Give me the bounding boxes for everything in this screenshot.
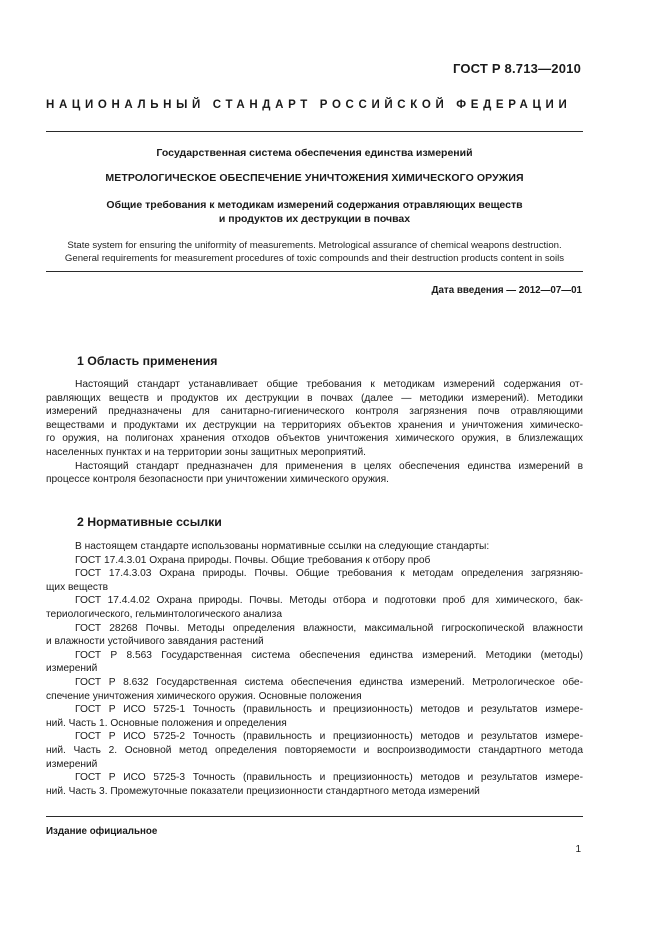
reference-line: ний. Часть 1. Основные положения и определения bbox=[46, 717, 287, 729]
reference-line: спечение уничтожения химического оружия. Основные положения bbox=[46, 690, 362, 702]
text-line: процессе контроля безопасности при уничтожении химического оружия. bbox=[46, 474, 389, 486]
reference-line: ГОСТ 17.4.3.01 Охрана природы. Почвы. Общие требования к отбору проб bbox=[75, 554, 431, 566]
english-title bbox=[46, 239, 583, 265]
main-title: МЕТРОЛОГИЧЕСКОЕ ОБЕСПЕЧЕНИЕ УНИЧТОЖЕНИЯ ХИМИЧЕСКОГО ОРУЖИЯ bbox=[105, 172, 524, 184]
section-2-body bbox=[46, 540, 583, 798]
text-line: измерений предназначены для санитарно-гигиенического контроля загрязнения почв отравляющими bbox=[46, 406, 583, 418]
reference-line: ГОСТ Р ИСО 5725-1 Точность (правильность и прецизионность) методов и результатов измере- bbox=[75, 704, 583, 716]
text-line: В настоящем стандарте использованы нормативные ссылки на следующие стандарты: bbox=[75, 541, 490, 552]
header-divider bbox=[46, 131, 583, 132]
reference-line: ГОСТ Р 8.632 Государственная система обеспечения единства измерений. Метрологическое обе- bbox=[75, 676, 583, 688]
introduction-date: Дата введения — 2012—07—01 bbox=[431, 285, 582, 296]
reference-line: измерений bbox=[46, 663, 98, 675]
document-number: ГОСТ Р 8.713—2010 bbox=[452, 61, 581, 76]
english-title-line: General requirements for measurement procedures of toxic compounds and their destruction products content in soils bbox=[64, 253, 565, 264]
sub-title-line: Общие требования к методикам измерений содержания отравляющих веществ bbox=[106, 199, 523, 211]
text-line: веществами и продуктами их деструкции на территориях объектов хранения и уничтожения химическо- bbox=[46, 419, 583, 431]
text-line: населенных пунктах и на территории зоны защитных мероприятий. bbox=[46, 446, 366, 458]
reference-line: ГОСТ 17.4.3.03 Охрана природы. Почвы. Общие требования к методам определения загрязняю- bbox=[75, 568, 583, 580]
reference-line: ний. Часть 2. Основной метод определения повторяемости и воспроизводимости стандартного метода bbox=[46, 744, 583, 756]
reference-line: ГОСТ Р ИСО 5725-2 Точность (правильность и прецизионность) методов и результатов измере- bbox=[75, 731, 583, 743]
sub-title bbox=[46, 198, 583, 226]
page-number: 1 bbox=[575, 844, 581, 855]
title-divider bbox=[46, 271, 583, 272]
reference-line: ний. Часть 3. Промежуточные показатели прецизионности стандартного метода измерений bbox=[46, 785, 480, 797]
reference-line: териологического, гельминтологического анализа bbox=[46, 608, 283, 620]
footer-divider bbox=[46, 816, 583, 817]
section-2-title: 2 Нормативные ссылки bbox=[77, 515, 222, 529]
official-edition-label: Издание официальное bbox=[46, 826, 158, 837]
section-1-body bbox=[46, 378, 583, 487]
reference-line: щих веществ bbox=[46, 581, 109, 593]
section-1-title: 1 Область применения bbox=[77, 354, 218, 368]
reference-line: ГОСТ 17.4.4.02 Охрана природы. Почвы. Методы отбора и подготовки проб для химического, бак- bbox=[75, 595, 583, 607]
text-line: Настоящий стандарт предназначен для применения в целях обеспечения единства измерений в bbox=[75, 460, 583, 472]
text-line: Настоящий стандарт устанавливает общие требования к методикам измерений содержания от- bbox=[75, 379, 583, 390]
sub-title-line: и продуктов их деструкции в почвах bbox=[218, 213, 411, 225]
reference-line: ГОСТ Р 8.563 Государственная система обеспечения единства измерений. Методики (методы) bbox=[75, 649, 583, 661]
text-line: равляющих веществ и продуктов их деструкции в почвах (далее — методики измерений). Методики bbox=[46, 392, 583, 404]
reference-line: измерений bbox=[46, 758, 98, 770]
text-line: го оружия, на полигонах хранения отходов объектов уничтожения химического оружия, в близлежащих bbox=[46, 433, 583, 445]
reference-line: и влажности устойчивого завядания растений bbox=[46, 636, 264, 648]
standard-title: НАЦИОНАЛЬНЫЙ СТАНДАРТ РОССИЙСКОЙ ФЕДЕРАЦИИ bbox=[46, 99, 572, 111]
reference-line: ГОСТ Р ИСО 5725-3 Точность (правильность и прецизионность) методов и результатов измере- bbox=[75, 772, 583, 784]
english-title-line: State system for ensuring the uniformity of measurements. Metrological assurance of chemical weapons destruction. bbox=[67, 240, 562, 251]
system-title: Государственная система обеспечения единства измерений bbox=[156, 147, 473, 159]
reference-line: ГОСТ 28268 Почвы. Методы определения влажности, максимальной гигроскопической влажности bbox=[75, 622, 583, 634]
